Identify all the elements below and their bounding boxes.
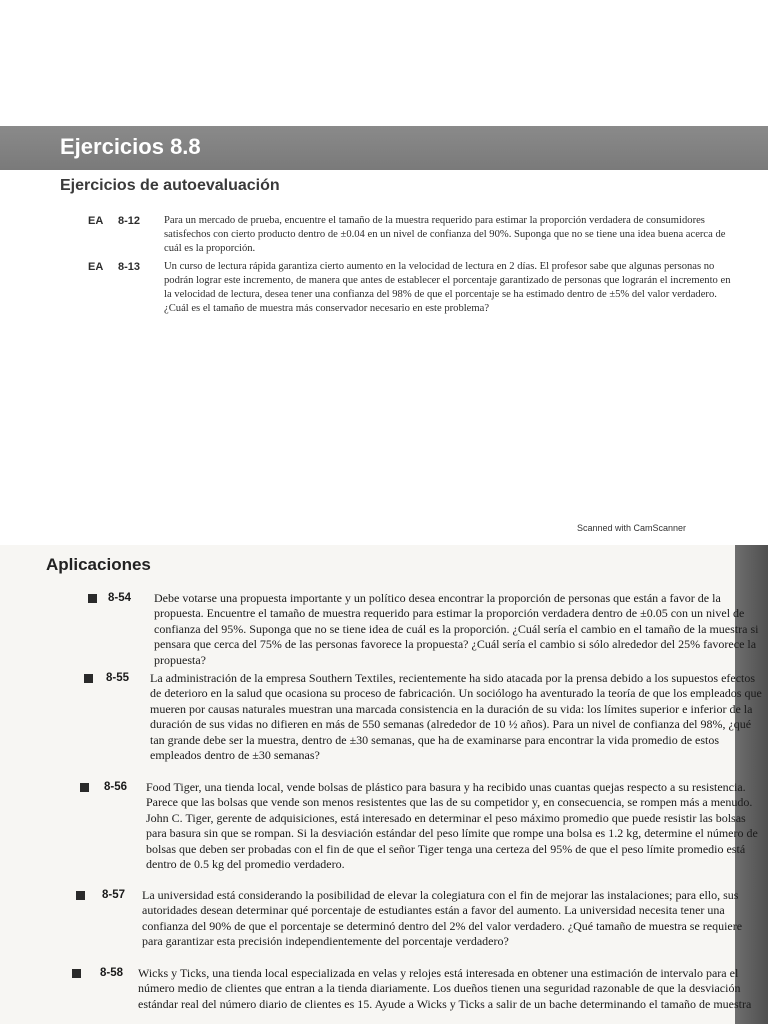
- square-bullet-icon: [72, 969, 81, 978]
- exercise-8-54: [88, 591, 768, 668]
- exercise-text: Food Tiger, una tienda local, vende bolsas de plástico para basura y ha recibido unas cuantas quejas respecto a su resistencia. Parece que las bolsas que vende son menos resistentes que las de su competidor y, en consecuencia, se rompen más a menudo. John C. Tiger, gerente de adquisiciones, está interesado en determinar el peso máximo promedio que puede resistir las bolsas para basura sin que se rompan. Si la desviación estándar del peso límite que rompe una bolsa es 1.2 kg, determine el número de bolsas que deben ser probadas con el fin de que el señor Tiger tenga una certeza del 95% de que el peso límite promedio está dentro de 0.5 kg del promedio verdadero.: [146, 780, 758, 872]
- section-title-band: [0, 126, 768, 170]
- exercise-number: 8-56: [104, 781, 128, 793]
- exercise-number: 8-55: [106, 672, 130, 684]
- exercise-number: 8-57: [102, 889, 126, 901]
- exercise-text: Un curso de lectura rápida garantiza cierto aumento en la velocidad de lectura en 2 días. El profesor sabe que algunas personas no podrán lograr este incremento, de manera que antes de establecer el porcentaje garantizado de personas que lograrán el incremento en la velocidad de lectura, desea tener una confianza del 98% de que el porcentaje se ha estimado dentro de ±5% del valor verdadero. ¿Cuál es el tamaño de muestra más conservador necesario en este problema?: [164, 261, 731, 314]
- section-title: Ejercicios 8.8: [60, 134, 201, 159]
- exercise-tag: EA: [88, 215, 104, 227]
- subsection-title: Ejercicios de autoevaluación: [60, 177, 280, 194]
- top-page: [0, 0, 768, 421]
- exercise-8-58: [72, 966, 752, 1012]
- square-bullet-icon: [80, 783, 89, 792]
- exercise-text: Wicks y Ticks, una tienda local especializada en velas y relojes está interesada en obtener una estimación de intervalo para el número medio de clientes que entran a la tienda diariamente. Los dueños tienen una seguridad razonable de que la desviación estándar real del número diario de clientes es 15. Ayude a Wicks y Ticks a salir de un bache determinando el tamaño de muestra: [138, 966, 752, 1011]
- square-bullet-icon: [88, 594, 97, 603]
- exercise-number: 8-12: [118, 215, 141, 227]
- exercise-tag: EA: [88, 261, 104, 273]
- exercise-number: 8-58: [100, 967, 124, 979]
- exercise-8-56: [80, 780, 760, 872]
- square-bullet-icon: [84, 674, 93, 683]
- square-bullet-icon: [76, 891, 85, 900]
- exercise-text: Para un mercado de prueba, encuentre el tamaño de la muestra requerido para estimar la proporción verdadera de consumidores satisfechos con cierto producto dentro de ±0.04 en un nivel de confianza del 90%. Suponga que no se tiene una idea buena acerca de cuál es la proporción.: [164, 215, 726, 254]
- exercise-text: Debe votarse una propuesta importante y un político desea encontrar la proporción de personas que están a favor de la propuesta. Encuentre el tamaño de muestra requerido para estimar la proporción verdadera dentro de ±0.05 con un nivel de confianza del 95%. Suponga que no se tiene idea de cuál es la proporción. ¿Cuál sería el cambio en el tamaño de la muestra si pensara que cerca del 75% de las personas favorece la propuesta? ¿Cuál sería el cambio si sólo alrededor del 25% favorece la propuesta?: [154, 591, 759, 667]
- exercise-8-57: [76, 888, 756, 950]
- exercise-number: 8-54: [108, 592, 132, 604]
- exercise-ea-8-12: [88, 214, 733, 256]
- exercise-number: 8-13: [118, 261, 141, 273]
- applications-title: Aplicaciones: [46, 555, 151, 574]
- exercise-ea-8-13: [88, 260, 733, 316]
- scanner-watermark: Scanned with CamScanner: [577, 523, 687, 533]
- exercise-text: La universidad está considerando la posibilidad de elevar la colegiatura con el fin de mejorar las instalaciones; para ello, sus autoridades desean determinar qué porcentaje de estudiantes están a favor del aumento. La universidad necesita tener una confianza del 90% de que el porcentaje se determinó dentro del 2% del valor verdadero. ¿Qué tamaño de muestra se requiere para garantizar esta precisión independientemente del porcentaje verdadero?: [142, 888, 743, 949]
- exercise-text: La administración de la empresa Southern Textiles, recientemente ha sido atacada por la prensa debido a los supuestos efectos de deterioro en la salud que ocasiona su proceso de fabricación. Un sociólogo ha aventurado la teoría de que los empleados que mueren por causas naturales muestran una marcada consistencia en la duración de su vida: los límites superior e inferior de la duración de sus vidas no difieren en más de 550 semanas (alrededor de 10 ½ años). Para un nivel de confianza del 98%, ¿qué tan grande debe ser la muestra, dentro de ±30 semanas, que ha de examinarse para encontrar la vida promedio de estos empleados dentro de ±30 semanas?: [150, 671, 762, 763]
- exercise-8-55: [84, 671, 764, 763]
